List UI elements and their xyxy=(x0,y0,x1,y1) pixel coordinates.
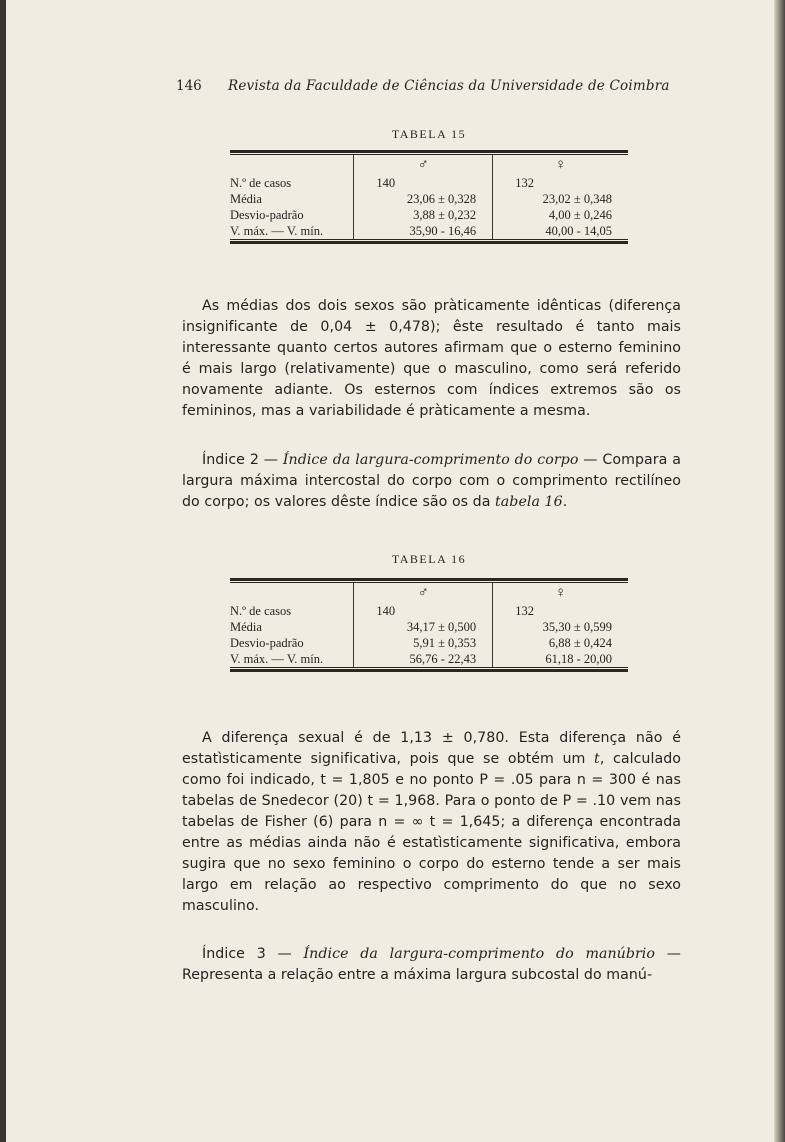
row-label: Desvio-padrão xyxy=(230,208,304,222)
female-symbol: ♀ xyxy=(493,583,628,603)
table-15 xyxy=(230,150,628,244)
index-title: Índice da largura-comprimento do manúbrio xyxy=(303,946,655,962)
female-value: 6,88 ± 0,424 xyxy=(493,635,628,651)
paragraph-index-3 xyxy=(182,944,681,986)
paragraph-text: , calculado como foi indicado, t = 1,805 e no ponto P = .05 para n = 300 é nas tabelas de Snedecor (20) t = 1,968. Para o ponto de P = .10 vem nas tabelas de Fisher (6) para n = ∞ t = 1,645; a diferença encontrada entre as médias ainda não é estatìsticamente significativa, embora sugira que no sexo feminino o corpo do esterno tende a ser mais largo em relação ao respectivo comprimento do que no sexo masculino. xyxy=(182,751,681,914)
row-label: Média xyxy=(230,192,262,206)
male-value: 3,88 ± 0,232 xyxy=(354,207,493,223)
paragraph-text: — Compara a largura máxima intercostal do corpo com o comprimento rectilíneo do corpo; os valores dêste índice são os da xyxy=(182,452,681,510)
t-symbol: t xyxy=(594,751,600,767)
female-value: 61,18 - 20,00 xyxy=(493,651,628,667)
row-label: V. máx. — V. mín. xyxy=(230,224,324,238)
table-row xyxy=(230,223,628,239)
table-row xyxy=(230,191,628,207)
paragraph-text: As médias dos dois sexos são pràticamente idênticas (diferença insignificante de 0,04 ± 0,478); êste resultado é tanto mais interessante quanto certos autores afirmam que o esterno feminino é mais largo (relativamente) que o masculino, como será referido novamente adiante. Os esternos com índices extremos são os femininos, mas a variabilidade é pràticamente a mesma. xyxy=(182,298,681,419)
table-reference: tabela 16 xyxy=(495,494,563,510)
table-16 xyxy=(230,578,628,672)
paragraph-index-2: Índice 2 — Índice da largura-comprimento do corpo — Compara a largura máxima intercostal do corpo com o comprimento rectilíneo do corpo; os valores dêste índice são os da tabela 16. xyxy=(182,452,681,510)
male-value: 5,91 ± 0,353 xyxy=(354,635,493,651)
row-label: N.º de casos xyxy=(230,176,292,190)
paragraph-text: A diferença sexual é de 1,13 ± 0,780. Esta diferença não é estatìsticamente significativa, pois que se obtém um xyxy=(182,730,681,767)
table-bottom-rule xyxy=(230,239,628,244)
male-symbol: ♂ xyxy=(354,155,493,175)
female-value: 132 xyxy=(493,603,628,619)
paragraph xyxy=(182,296,681,422)
male-symbol: ♂ xyxy=(354,583,493,603)
row-label: Média xyxy=(230,620,262,634)
index-title: Índice da largura-comprimento do corpo xyxy=(282,452,579,468)
male-value: 35,90 - 16,46 xyxy=(354,223,493,239)
female-value: 4,00 ± 0,246 xyxy=(493,207,628,223)
female-value: 23,02 ± 0,348 xyxy=(493,191,628,207)
female-value: 35,30 ± 0,599 xyxy=(493,619,628,635)
male-value: 23,06 ± 0,328 xyxy=(354,191,493,207)
male-value: 34,17 ± 0,500 xyxy=(354,619,493,635)
male-value: 140 xyxy=(354,603,493,619)
male-value: 140 xyxy=(354,175,493,191)
journal-title: Revista da Faculdade de Ciências da Universidade de Coimbra xyxy=(228,78,670,94)
paragraph-text: — Representa a relação entre a máxima largura subcostal do manú- xyxy=(182,946,681,983)
table-row xyxy=(230,651,628,667)
page-number: 146 xyxy=(176,78,202,94)
row-label: Desvio-padrão xyxy=(230,636,304,650)
index-lead: Índice 2 — xyxy=(202,452,283,468)
page-edge xyxy=(774,0,785,1142)
female-value: 132 xyxy=(493,175,628,191)
table-16-title: TABELA 16 xyxy=(391,552,467,566)
female-symbol: ♀ xyxy=(493,155,628,175)
table-row xyxy=(230,619,628,635)
table-row xyxy=(230,207,628,223)
row-label: N.º de casos xyxy=(230,604,292,618)
female-value: 40,00 - 14,05 xyxy=(493,223,628,239)
paragraph-difference xyxy=(182,728,681,917)
index-lead: Índice 3 — xyxy=(202,946,304,962)
table-row xyxy=(230,603,628,619)
table-row xyxy=(230,175,628,191)
row-label: V. máx. — V. mín. xyxy=(230,652,324,666)
table-bottom-rule xyxy=(230,667,628,672)
table-row xyxy=(230,635,628,651)
table-15-title: TABELA 15 xyxy=(391,127,467,141)
male-value: 56,76 - 22,43 xyxy=(354,651,493,667)
